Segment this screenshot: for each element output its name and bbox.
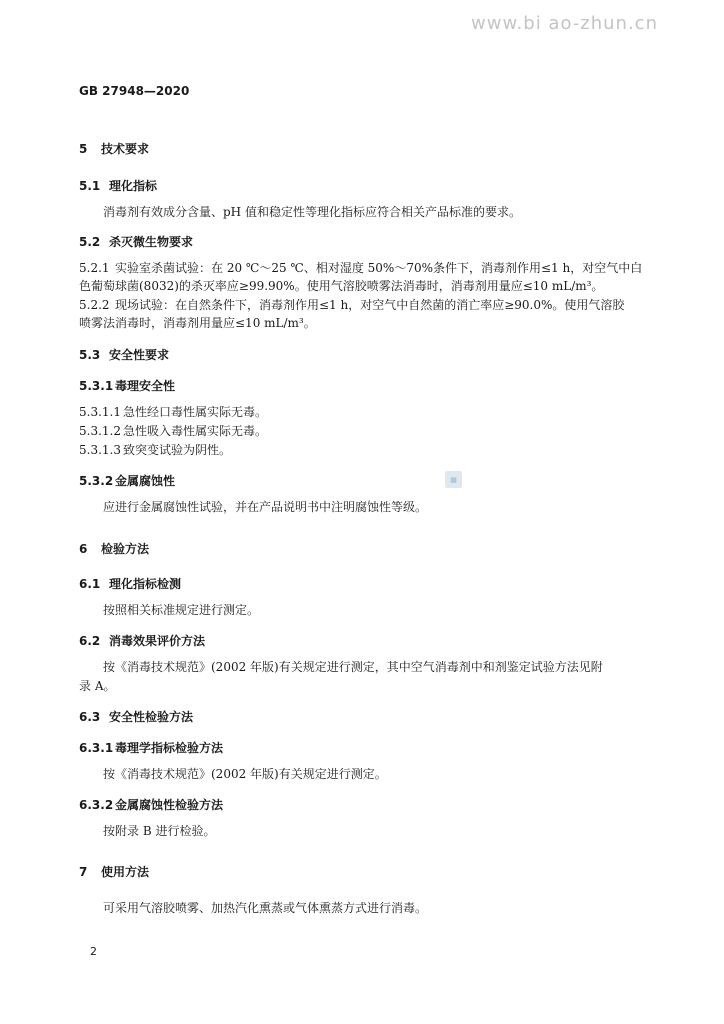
section-5-3-1-heading — [79, 377, 175, 394]
section-7-heading — [79, 863, 149, 880]
paragraph-5-2-2-line2: 喷雾法消毒时，消毒剂用量应≤10 mL/m³。 — [79, 316, 316, 330]
paragraph-6-3-2: 按附录 B 进行检验。 — [103, 824, 216, 838]
standard-number: GB 27948—2020 — [79, 84, 190, 98]
section-number: 6.3.2 — [79, 798, 114, 812]
section-5-2-heading — [79, 233, 193, 250]
section-number: 6 — [79, 542, 88, 556]
section-title: 毒理学指标检验方法 — [115, 741, 224, 755]
paragraph-6-1: 按照相关标准规定进行测定。 — [103, 603, 260, 617]
section-title: 使用方法 — [101, 865, 150, 879]
paragraph-5-3-1-1 — [79, 403, 267, 421]
section-title: 检验方法 — [101, 542, 150, 556]
section-title: 杀灭微生物要求 — [109, 235, 194, 249]
section-title: 安全性检验方法 — [109, 710, 194, 724]
paragraph-number: 5.3.1.2 — [79, 424, 121, 438]
paragraph-number: 5.2.1 — [79, 261, 110, 275]
section-number: 7 — [79, 865, 88, 879]
paragraph-5-3-2: 应进行金属腐蚀性试验，并在产品说明书中注明腐蚀性等级。 — [103, 500, 428, 514]
section-title: 技术要求 — [101, 142, 150, 156]
section-number: 5.3.1 — [79, 379, 114, 393]
paragraph-number: 5.2.2 — [79, 298, 110, 312]
section-number: 6.1 — [79, 577, 101, 591]
section-6-3-heading — [79, 708, 193, 725]
section-title: 金属腐蚀性 — [115, 474, 176, 488]
section-title: 金属腐蚀性检验方法 — [115, 798, 224, 812]
section-6-heading — [79, 540, 149, 557]
paragraph-text: 急性经口毒性属实际无毒。 — [123, 405, 268, 419]
page-number: 2 — [90, 945, 97, 958]
section-6-1-heading — [79, 575, 181, 592]
section-number: 5 — [79, 142, 88, 156]
paragraph-5-1: 消毒剂有效成分含量、pH 值和稳定性等理化指标应符合相关产品标准的要求。 — [103, 205, 521, 219]
section-title: 毒理安全性 — [115, 379, 176, 393]
paragraph-5-3-1-2 — [79, 422, 267, 440]
paragraph-text: 急性吸入毒性属实际无毒。 — [123, 424, 268, 438]
watermark-text: www.bi ao-zhun.cn — [471, 13, 658, 34]
section-5-3-2-heading — [79, 472, 175, 489]
section-5-heading — [79, 140, 149, 157]
paragraph-number: 5.3.1.1 — [79, 405, 121, 419]
section-title: 消毒效果评价方法 — [109, 634, 206, 648]
section-number: 5.1 — [79, 179, 101, 193]
section-title: 理化指标 — [109, 179, 158, 193]
section-6-3-1-heading — [79, 739, 223, 756]
paragraph-text: 现场试验：在自然条件下，消毒剂作用≤1 h，对空气中自然菌的消亡率应≥90.0%。使用气溶胶 — [115, 298, 625, 312]
section-6-2-heading — [79, 632, 205, 649]
section-5-3-heading — [79, 346, 169, 363]
section-number: 5.2 — [79, 235, 101, 249]
section-number: 6.2 — [79, 634, 101, 648]
paragraph-6-2-line2: 录 A。 — [79, 679, 116, 693]
paragraph-5-2-1-line1 — [79, 259, 642, 277]
section-title: 安全性要求 — [109, 348, 170, 362]
paragraph-text: 致突变试验为阴性。 — [123, 443, 232, 457]
stamp-icon: ▦ — [445, 471, 462, 488]
paragraph-5-2-2-line1 — [79, 296, 624, 314]
section-number: 5.3 — [79, 348, 101, 362]
section-number: 6.3.1 — [79, 741, 114, 755]
section-5-1-heading — [79, 177, 157, 194]
paragraph-6-3-1: 按《消毒技术规范》(2002 年版)有关规定进行测定。 — [103, 767, 387, 781]
paragraph-number: 5.3.1.3 — [79, 443, 121, 457]
section-title: 理化指标检测 — [109, 577, 182, 591]
paragraph-text: 实验室杀菌试验：在 20 ℃～25 ℃、相对湿度 50%～70%条件下，消毒剂作用≤1 h，对空气中白 — [115, 261, 643, 275]
paragraph-5-2-1-line2: 色葡萄球菌(8032)的杀灭率应≥99.90%。使用气溶胶喷雾法消毒时，消毒剂用量应≤10 mL/m³。 — [79, 279, 604, 293]
paragraph-6-2-line1: 按《消毒技术规范》(2002 年版)有关规定进行测定，其中空气消毒剂中和剂鉴定试验方法见附 — [103, 660, 603, 674]
paragraph-7: 可采用气溶胶喷雾、加热汽化熏蒸或气体熏蒸方式进行消毒。 — [103, 901, 428, 915]
section-number: 5.3.2 — [79, 474, 114, 488]
section-6-3-2-heading — [79, 796, 223, 813]
paragraph-5-3-1-3 — [79, 441, 231, 459]
section-number: 6.3 — [79, 710, 101, 724]
